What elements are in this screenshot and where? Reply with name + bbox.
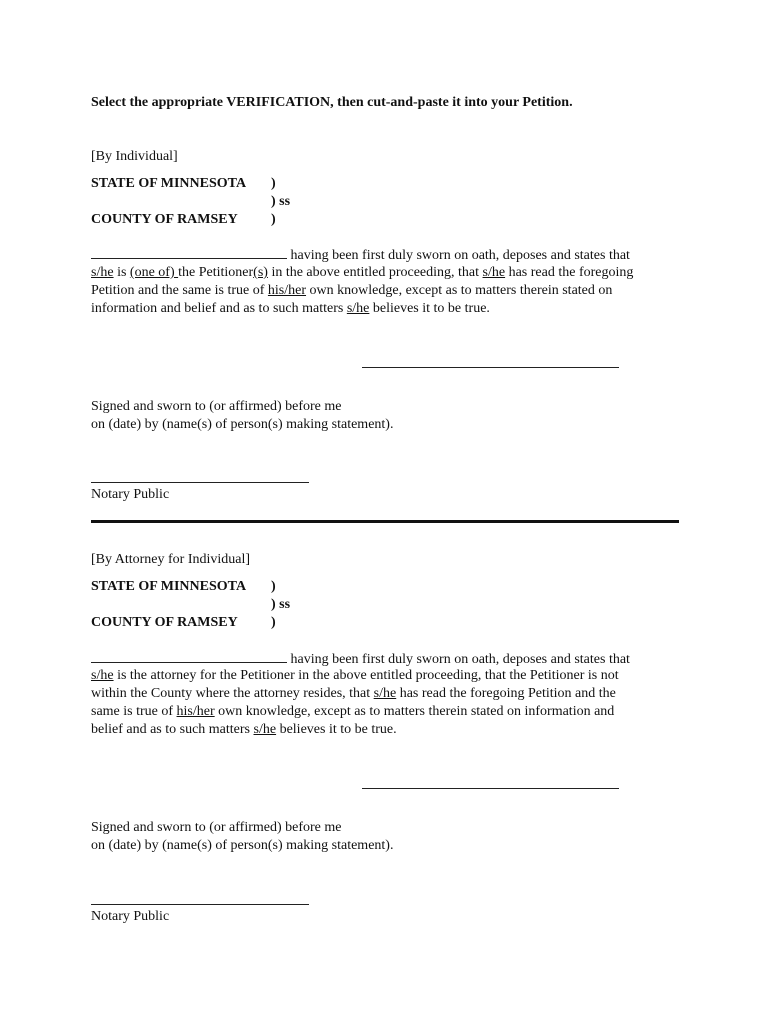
venue-paren: ) bbox=[271, 212, 276, 227]
underlined-text: (s) bbox=[253, 265, 268, 280]
body-text: within the County where the attorney resides, that bbox=[91, 686, 374, 701]
body-line bbox=[91, 246, 630, 265]
venue-ss: ) ss bbox=[271, 194, 291, 209]
underlined-text: his/her bbox=[267, 283, 307, 298]
notary-signature-line[interactable] bbox=[91, 904, 309, 905]
underlined-text: his/her bbox=[176, 704, 215, 719]
notary-signature-line[interactable] bbox=[91, 482, 309, 483]
body-text: belief and as to such matters bbox=[91, 722, 254, 737]
body-text: has read the foregoing bbox=[505, 265, 634, 280]
body-text: has read the foregoing Petition and the bbox=[396, 686, 616, 701]
notary-label: Notary Public bbox=[91, 909, 170, 924]
body-text: is bbox=[113, 265, 130, 280]
section-divider bbox=[91, 520, 679, 523]
body-line bbox=[91, 685, 616, 703]
section-heading-individual: [By Individual] bbox=[91, 149, 178, 164]
body-text: in the above entitled proceeding, that bbox=[267, 265, 483, 280]
body-text: own knowledge, except as to matters therein stated on bbox=[306, 283, 613, 298]
body-text: same is true of bbox=[91, 704, 177, 719]
body-line bbox=[91, 264, 633, 282]
body-text: the Petitioner bbox=[178, 265, 254, 280]
venue-county: COUNTY OF RAMSEY bbox=[91, 212, 238, 227]
signed-sworn-text: Signed and sworn to (or affirmed) before me bbox=[91, 399, 342, 414]
underlined-text: s/he bbox=[91, 668, 114, 683]
body-text: believes it to be true. bbox=[369, 301, 490, 316]
body-line bbox=[91, 703, 614, 721]
signed-sworn-text: on (date) by (name(s) of person(s) making statement). bbox=[91, 417, 394, 432]
notary-label: Notary Public bbox=[91, 487, 170, 502]
signed-sworn-text: on (date) by (name(s) of person(s) making statement). bbox=[91, 838, 394, 853]
affiant-name-blank[interactable] bbox=[91, 246, 287, 259]
body-text: own knowledge, except as to matters therein stated on information and bbox=[214, 704, 615, 719]
signed-sworn-text: Signed and sworn to (or affirmed) before me bbox=[91, 820, 342, 835]
body-line bbox=[91, 282, 612, 300]
underlined-text: s/he bbox=[373, 686, 397, 701]
underlined-text: (one of) bbox=[129, 265, 179, 280]
venue-state: STATE OF MINNESOTA bbox=[91, 176, 247, 191]
body-text: is the attorney for the Petitioner in the above entitled proceeding, that the Petitioner is not bbox=[113, 668, 619, 683]
body-line bbox=[91, 300, 490, 318]
body-text: believes it to be true. bbox=[276, 722, 397, 737]
body-line bbox=[91, 667, 619, 685]
body-text: having been first duly sworn on oath, deposes and states that bbox=[290, 248, 630, 263]
underlined-text: s/he bbox=[253, 722, 277, 737]
venue-state: STATE OF MINNESOTA bbox=[91, 579, 247, 594]
body-text: having been first duly sworn on oath, deposes and states that bbox=[290, 652, 630, 667]
underlined-text: s/he bbox=[91, 265, 114, 280]
venue-county: COUNTY OF RAMSEY bbox=[91, 615, 238, 630]
body-text: Petition and the same is true of bbox=[91, 283, 268, 298]
affiant-signature-line[interactable] bbox=[362, 788, 619, 789]
affiant-signature-line[interactable] bbox=[362, 367, 619, 368]
body-line bbox=[91, 721, 397, 739]
instruction-text: Select the appropriate VERIFICATION, then cut-and-paste it into your Petition. bbox=[91, 95, 573, 110]
affiant-name-blank[interactable] bbox=[91, 650, 287, 663]
underlined-text: s/he bbox=[482, 265, 506, 280]
section-heading-attorney: [By Attorney for Individual] bbox=[91, 552, 251, 567]
underlined-text: s/he bbox=[346, 301, 370, 316]
body-text: information and belief and as to such matters bbox=[91, 301, 347, 316]
venue-paren: ) bbox=[271, 176, 276, 191]
venue-ss: ) ss bbox=[271, 597, 291, 612]
venue-paren: ) bbox=[271, 615, 276, 630]
venue-paren: ) bbox=[271, 579, 276, 594]
